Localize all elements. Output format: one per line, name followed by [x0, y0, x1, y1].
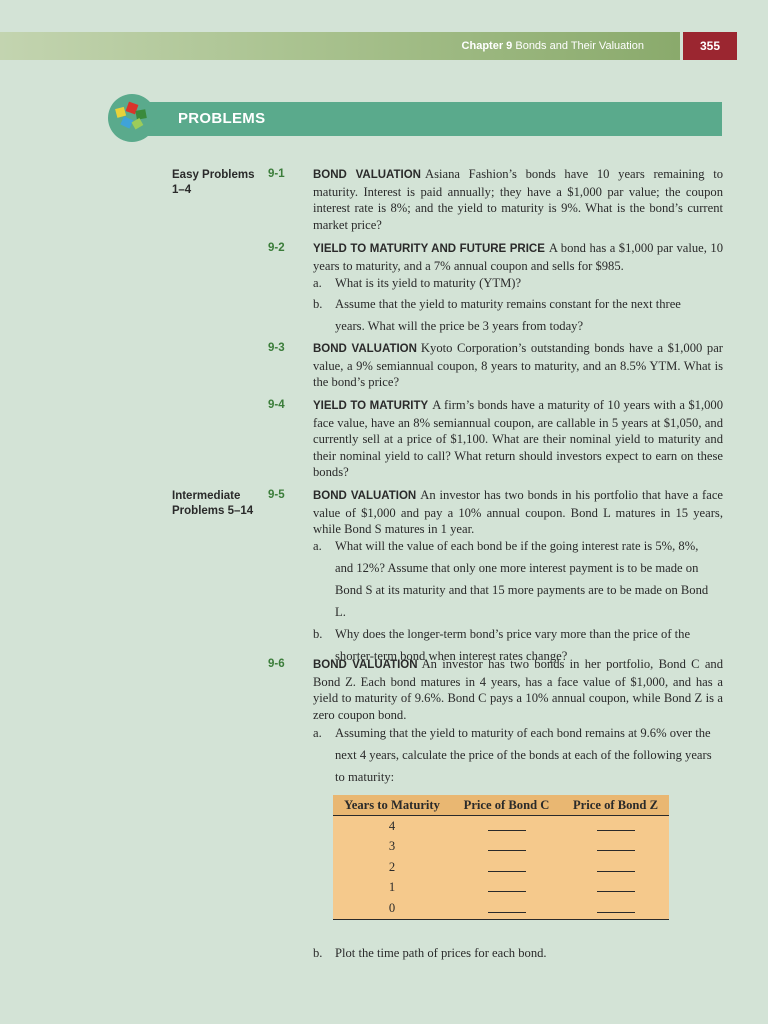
problem-part: a. Assuming that the yield to maturity of each bond remains at 9.6% over the next 4 years, calculate the price of the bonds at each of the following years to maturity: [313, 726, 712, 784]
problem-9-3-text: BOND VALUATION Kyoto Corporation’s outstanding bonds have a $1,000 par value, a 9% semiannual coupon, 8 years to maturity, and an 8.5% YTM. What is the bond’s price? [313, 341, 724, 390]
problem-title: YIELD TO MATURITY AND FUTURE PRICE [313, 243, 545, 255]
column-header: Years to Maturity [344, 797, 440, 812]
answer-blank [488, 879, 526, 892]
problem-part: b. Plot the time path of prices for each bond. [313, 946, 547, 960]
problem-9-2-text: YIELD TO MATURITY AND FUTURE PRICE A bond has a $1,000 par value, 10 years to maturity, and a 7% annual coupon and sells for $985. [313, 241, 723, 273]
problem-9-4-text: YIELD TO MATURITY A firm’s bonds have a maturity of 10 years with a $1,000 face value, have an 8% semiannual coupon, are callable in 5 years at $1,050, and currently sell at a price of $1,100. What are their nominal yield to maturity and their nominal yield to call? What return should investors expect to earn on these bonds? [313, 398, 723, 480]
problem-number: 9-3 [268, 342, 285, 354]
answer-blank [488, 838, 526, 851]
table-row: 4 [333, 816, 669, 837]
problem-title: YIELD TO MATURITY [313, 400, 429, 412]
answer-blank [597, 900, 635, 913]
problem-9-6-text: BOND VALUATION An investor has two bonds in her portfolio, Bond C and Bond Z. Each bond matures in 4 years, has a face value of $1,000, and has a yield to maturity of 9.6%. Bond C pays a 10% annual coupon, while Bond Z is a zero coupon bond. [313, 657, 723, 722]
page-number: 355 [683, 32, 737, 60]
answer-blank [597, 818, 635, 831]
column-header: Price of Bond Z [572, 797, 658, 812]
problems-banner [128, 102, 722, 136]
group-label-easy: Easy Problems 1–4 [172, 169, 255, 196]
problem-number: 9-1 [268, 168, 285, 180]
problem-9-1-text: BOND VALUATION Asiana Fashion’s bonds have 10 years remaining to maturity. Interest is paid annually; they have a $1,000 par value; the coupon interest rate is 8%; and the yield to maturity is 9%. What is the bond’s current market price? [313, 167, 723, 232]
problem-9-5-text: BOND VALUATION An investor has two bonds in his portfolio that have a face value of $1,000 and pay a 10% annual coupon. Bond L matures in 15 years, while Bond S matures in 1 year. [313, 488, 723, 537]
bond-price-table [333, 795, 669, 920]
problem-part: b. Assume that the yield to maturity remains constant for the next three years. What will the price be 3 years from today? [313, 297, 681, 333]
table-header [333, 795, 669, 816]
table-row: 0 [333, 898, 669, 919]
table-row: 1 [333, 878, 669, 899]
table-row: 3 [333, 837, 669, 858]
problem-number: 9-5 [268, 489, 285, 501]
problem-title: BOND VALUATION [313, 169, 421, 181]
answer-blank [597, 879, 635, 892]
chapter-title: Bonds and Their Valuation [515, 40, 644, 52]
problem-number: 9-6 [268, 658, 285, 670]
problem-number: 9-4 [268, 399, 285, 411]
section-title: PROBLEMS [178, 110, 266, 127]
table-row: 2 [333, 857, 669, 878]
answer-blank [488, 818, 526, 831]
answer-blank [597, 859, 635, 872]
column-header: Price of Bond C [463, 797, 550, 812]
problem-part: a. What is its yield to maturity (YTM)? [313, 276, 522, 290]
puzzle-icon [108, 94, 156, 142]
chapter-heading [462, 40, 644, 52]
answer-blank [488, 900, 526, 913]
answer-blank [488, 859, 526, 872]
problem-part: b. Why does the longer-term bond’s price vary more than the price of the shorter-term bond when interest rates change? [313, 627, 691, 663]
problem-number: 9-2 [268, 242, 285, 254]
problem-title: BOND VALUATION [313, 343, 417, 355]
problem-part: a. What will the value of each bond be if the going interest rate is 5%, 8%, and 12%? Assume that only one more interest payment is to be made on Bond S at its maturity and that 15 more payments are to be made on Bond L. [313, 539, 709, 619]
chapter-label: Chapter 9 [461, 40, 513, 52]
problem-title: BOND VALUATION [313, 659, 418, 671]
running-header [0, 32, 680, 60]
problem-title: BOND VALUATION [313, 490, 417, 502]
answer-blank [597, 838, 635, 851]
group-label-intermediate: Intermediate Problems 5–14 [172, 490, 254, 517]
